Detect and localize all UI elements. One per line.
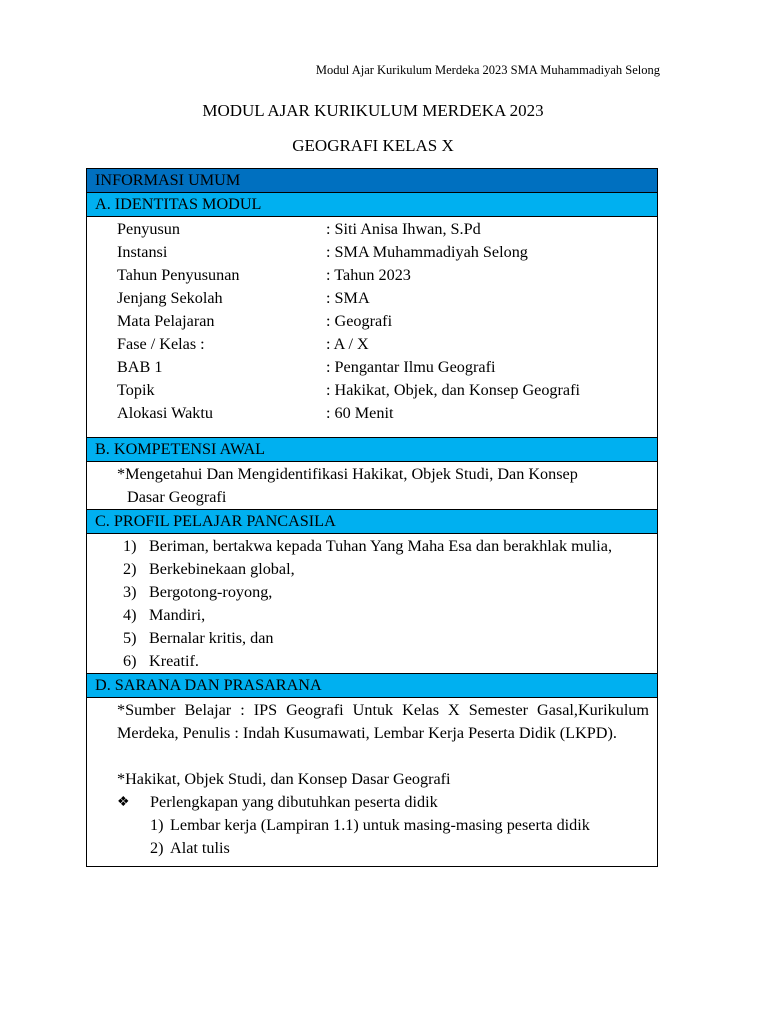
identitas-value: : 60 Menit [326, 404, 394, 422]
list-number: 2) [150, 839, 164, 857]
section-bar-profil-pelajar: C. PROFIL PELAJAR PANCASILA [87, 509, 657, 534]
perlengkapan-text: Perlengkapan yang dibutuhkan peserta didik [150, 793, 438, 811]
section-bar-kompetensi-awal: B. KOMPETENSI AWAL [87, 437, 657, 462]
identitas-label: Alokasi Waktu [117, 404, 213, 422]
kompetensi-text [87, 462, 657, 509]
identitas-row [117, 356, 657, 379]
identitas-row [117, 333, 657, 356]
identitas-label: Jenjang Sekolah [117, 289, 223, 307]
hakikat-text: *Hakikat, Objek Studi, dan Konsep Dasar Geografi [117, 770, 451, 788]
sarana-content [87, 698, 657, 866]
perlengkapan-sublist [117, 814, 649, 860]
list-text: Mandiri, [149, 606, 206, 624]
sumber-belajar-text: *Sumber Belajar : IPS Geografi Untuk Kelas X Semester Gasal,Kurikulum Merdeka, Penulis : Indah Kusumawati, Lembar Kerja Peserta Didik (LKPD). [117, 701, 649, 742]
section-bar-informasi-umum: INFORMASI UMUM [87, 169, 657, 193]
list-item [123, 650, 649, 673]
list-number: 4) [123, 606, 137, 624]
module-table [86, 168, 658, 867]
list-text: Kreatif. [149, 652, 199, 670]
perlengkapan-item [117, 791, 649, 814]
identitas-value: : SMA [326, 289, 370, 307]
identitas-value: : Hakikat, Objek, dan Konsep Geografi [326, 381, 580, 399]
list-text: Lembar kerja (Lampiran 1.1) untuk masing-masing peserta didik [170, 816, 590, 834]
spacer [117, 745, 649, 768]
list-item [123, 558, 649, 581]
identitas-label: Penyusun [117, 220, 180, 238]
identitas-value: : Tahun 2023 [326, 266, 411, 284]
kompetensi-line: *Mengetahui Dan Mengidentifikasi Hakikat, Objek Studi, Dan Konsep [117, 465, 578, 483]
list-number: 5) [123, 629, 137, 647]
list-item [123, 535, 649, 558]
identitas-value: : Pengantar Ilmu Geografi [326, 358, 496, 376]
identitas-label: BAB 1 [117, 358, 163, 376]
list-text: Berkebinekaan global, [149, 560, 295, 578]
section-bar-sarana-prasarana: D. SARANA DAN PRASARANA [87, 673, 657, 698]
section-bar-identitas-modul: A. IDENTITAS MODUL [87, 193, 657, 217]
list-number: 3) [123, 583, 137, 601]
identitas-row [117, 379, 657, 402]
identitas-row [117, 241, 657, 264]
list-text: Alat tulis [170, 839, 230, 857]
identitas-value: : A / X [326, 335, 369, 353]
identitas-row [117, 402, 657, 425]
profil-list [87, 534, 657, 673]
list-number: 1) [123, 537, 137, 555]
list-item [150, 814, 649, 837]
identitas-label: Mata Pelajaran [117, 312, 215, 330]
list-number: 1) [150, 816, 164, 834]
list-text: Bernalar kritis, dan [149, 629, 274, 647]
diamond-bullet-icon: ❖ [117, 795, 130, 810]
identitas-row [117, 218, 657, 241]
list-text: Bergotong-royong, [149, 583, 273, 601]
document-subtitle: GEOGRAFI KELAS X [292, 136, 454, 155]
list-item [123, 627, 649, 650]
identitas-row [117, 287, 657, 310]
identitas-label: Topik [117, 381, 155, 399]
list-number: 6) [123, 652, 137, 670]
identitas-row [117, 310, 657, 333]
identitas-label: Fase / Kelas : [117, 335, 205, 353]
identitas-label: Tahun Penyusunan [117, 266, 240, 284]
document-title: MODUL AJAR KURIKULUM MERDEKA 2023 [202, 101, 544, 120]
list-number: 2) [123, 560, 137, 578]
list-item [150, 837, 649, 860]
identitas-value: : Siti Anisa Ihwan, S.Pd [326, 220, 481, 238]
identitas-value: : Geografi [326, 312, 393, 330]
identitas-label: Instansi [117, 243, 168, 261]
list-item [123, 581, 649, 604]
identitas-value: : SMA Muhammadiyah Selong [326, 243, 528, 261]
running-header: Modul Ajar Kurikulum Merdeka 2023 SMA Muhammadiyah Selong [315, 63, 660, 77]
list-text: Beriman, bertakwa kepada Tuhan Yang Maha Esa dan berakhlak mulia, [149, 537, 613, 555]
list-item [123, 604, 649, 627]
identitas-list [87, 217, 657, 437]
kompetensi-line: Dasar Geografi [127, 488, 227, 506]
identitas-row [117, 264, 657, 287]
